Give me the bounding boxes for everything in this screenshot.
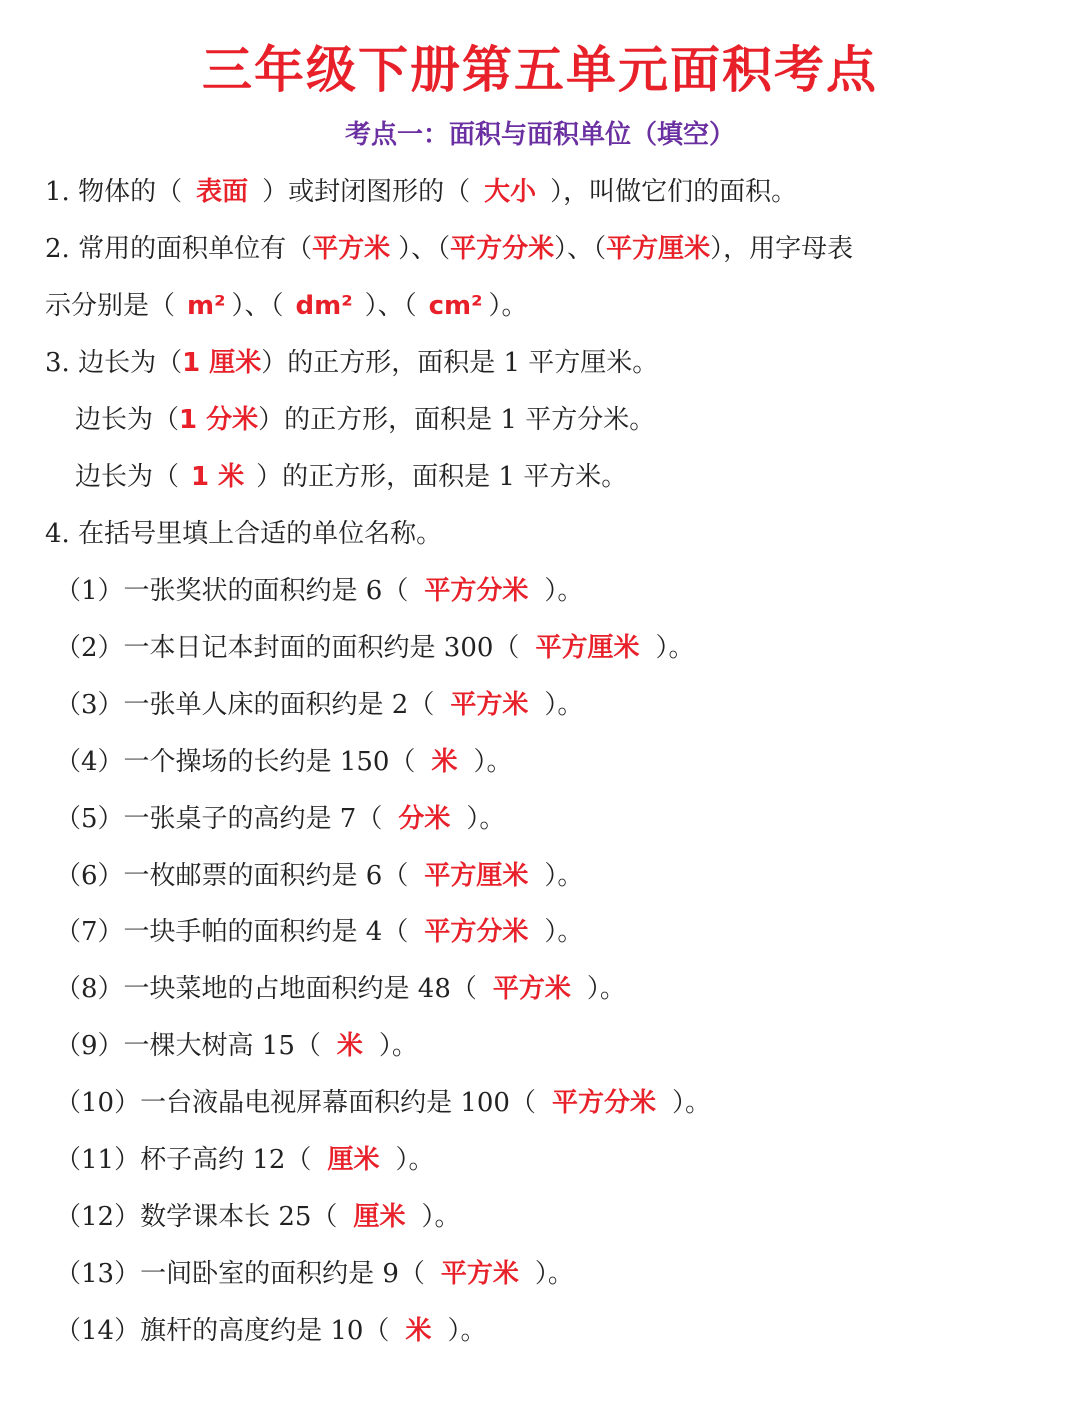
item-answer: 平方米 [450,689,529,720]
q2-text: ），用字母表 [710,234,854,264]
q2-answer-4: m² [187,291,226,321]
item-answer: 平方厘米 [424,860,529,891]
q1-text: 1. 物体的（ [45,177,183,207]
q2-answer-6: cm² [428,291,483,321]
item-text: （9）一棵大树高 15（ [55,1031,321,1062]
item-text: ）。 [655,632,695,663]
item-text: ）。 [421,1201,461,1232]
item-text: ）。 [672,1088,712,1119]
item-answer: 米 [405,1315,432,1346]
item-text: （10）一台液晶电视屏幕面积约是 100（ [55,1088,536,1119]
item-text: （7）一块手帕的面积约是 4（ [55,917,409,948]
item-text: （11）杯子高约 12（ [55,1145,312,1175]
item-text: ）。 [544,689,584,720]
q3-answer-3: 1 米 [191,462,245,492]
list-item [55,571,583,611]
q1-answer-1: 表面 [196,177,249,207]
item-text: ）。 [378,1031,418,1062]
q2-answer-1: 平方米 [312,234,391,264]
q3-text: ）的正方形，面积是 1 平方米。 [256,462,628,492]
q3-text: 边长为（ [75,405,180,435]
list-item [55,1254,574,1294]
item-text: （14）旗杆的高度约是 10（ [55,1315,390,1346]
q2-text: 示分别是（ [45,291,176,321]
question-4-heading: 4. 在括号里填上合适的单位名称。 [45,519,443,549]
item-text: （4）一个操场的长约是 150（ [55,746,416,777]
item-text: （3）一张单人床的面积约是 2（ [55,689,435,720]
q2-text: ）、（ [364,291,417,321]
item-text: （13）一间卧室的面积约是 9（ [55,1258,425,1289]
item-text: ）。 [544,576,584,606]
list-item [55,1197,460,1237]
item-text: ）。 [447,1315,487,1346]
item-text: （12）数学课本长 25（ [55,1201,338,1232]
q1-text: ），叫做它们的面积。 [550,177,798,207]
item-text: ）。 [473,746,513,777]
item-text: （5）一张桌子的高约是 7（ [55,803,383,834]
q1-text: ）或封闭图形的（ [262,177,471,207]
item-text: ）。 [466,803,506,834]
q3-text: ）的正方形，面积是 1 平方厘米。 [261,348,659,378]
item-text: （1）一张奖状的面积约是 6（ [55,576,409,606]
item-answer: 厘米 [353,1201,406,1232]
section-subtitle: 考点一：面积与面积单位（填空） [344,120,735,150]
list-item [55,799,505,839]
q2-text: ）。 [488,291,528,321]
q2-text: ）、（ [231,291,284,321]
q2-text: ）、（ [398,234,451,264]
list-item [55,1140,434,1180]
question-3-line-1 [45,343,658,383]
list-item [55,628,694,668]
question-3-line-2 [75,400,655,440]
list-item [55,685,583,725]
question-2-line-2 [45,286,528,326]
list-item [55,969,626,1009]
item-answer: 分米 [398,803,451,834]
q3-text: 3. 边长为（ [45,348,183,378]
item-answer: 米 [336,1031,363,1062]
q2-text: 2. 常用的面积单位有（ [45,234,313,264]
item-answer: 米 [431,746,458,777]
item-text: （6）一枚邮票的面积约是 6（ [55,860,409,891]
item-text: ）。 [586,974,626,1005]
list-item [55,742,512,782]
q2-text: ）、（ [554,234,607,264]
q2-answer-2: 平方分米 [450,234,555,264]
list-item [55,1026,418,1066]
item-answer: 平方米 [440,1258,519,1289]
list-item [55,912,583,952]
list-item [55,856,583,896]
question-2-line-1 [45,229,853,269]
page-title: 三年级下册第五单元面积考点 [202,41,878,99]
q1-answer-2: 大小 [484,177,537,207]
q3-text: ）的正方形，面积是 1 平方分米。 [258,405,656,435]
item-answer: 平方米 [492,974,571,1005]
item-answer: 平方分米 [424,576,529,606]
question-1 [45,172,797,212]
item-text: ）。 [395,1145,435,1175]
q3-answer-2: 1 分米 [179,405,259,435]
item-answer: 厘米 [327,1145,380,1175]
item-text: ）。 [544,860,584,891]
q2-answer-3: 平方厘米 [606,234,711,264]
item-answer: 平方分米 [551,1088,656,1119]
item-answer: 平方分米 [424,917,529,948]
q3-text: 边长为（ [75,462,180,492]
question-3-line-3 [75,457,627,497]
item-text: ）。 [544,917,584,948]
item-answer: 平方厘米 [535,632,640,663]
list-item [55,1083,711,1123]
item-text: （2）一本日记本封面的面积约是 300（ [55,632,520,663]
q3-answer-1: 1 厘米 [182,348,262,378]
item-text: （8）一块菜地的占地面积约是 48（ [55,974,477,1005]
list-item [55,1311,486,1351]
item-text: ）。 [534,1258,574,1289]
q2-answer-5: dm² [295,291,353,321]
